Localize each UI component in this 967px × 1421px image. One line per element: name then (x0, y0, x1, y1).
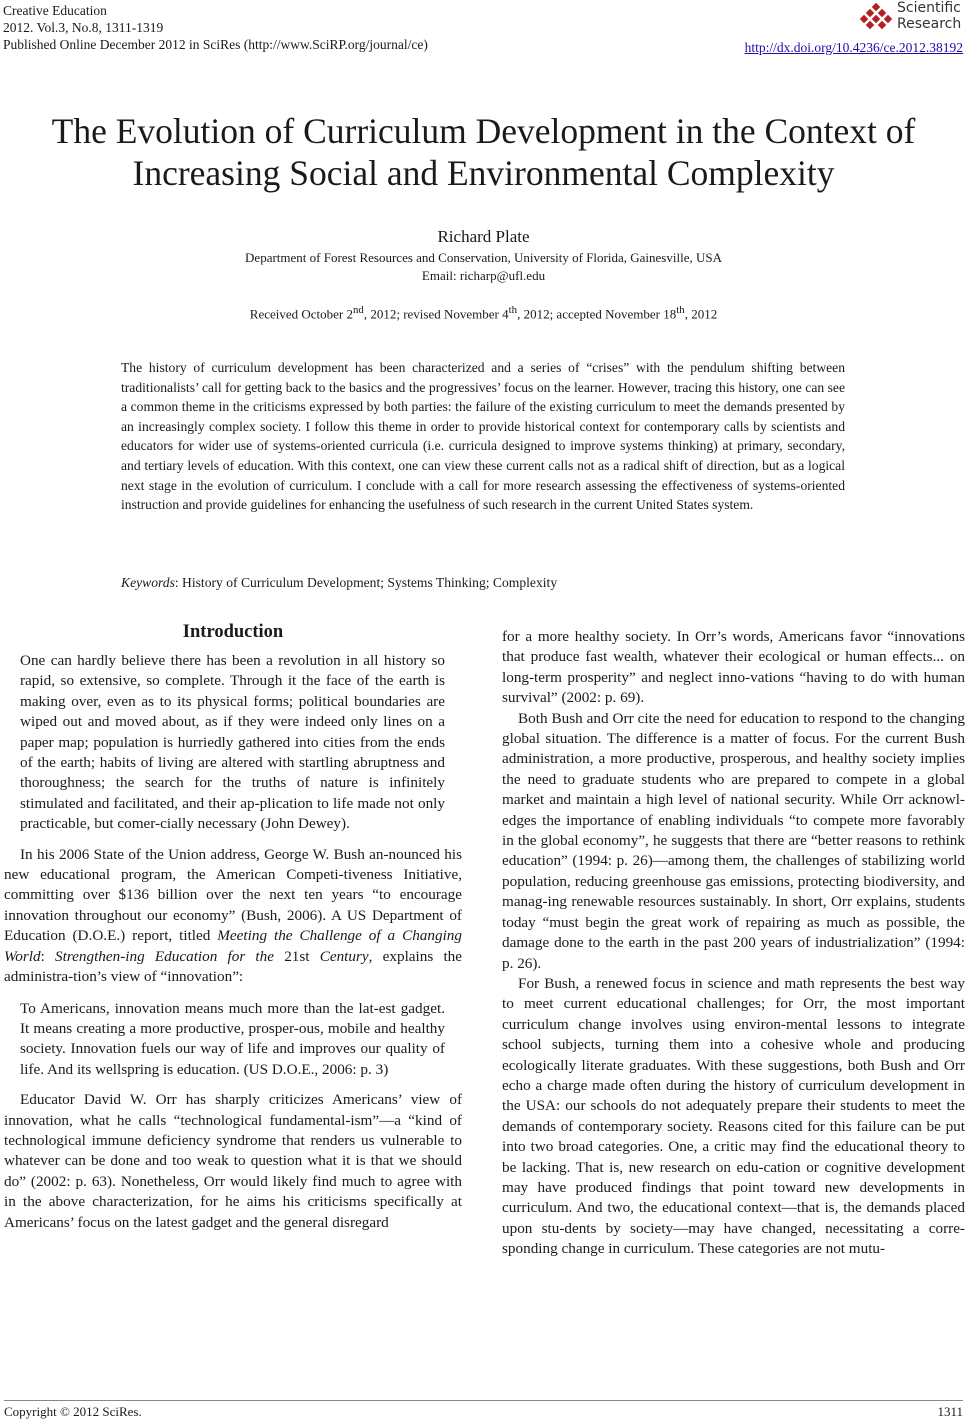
journal-header (3, 2, 428, 53)
right-paragraph-1: Both Bush and Orr cite the need for education to respond to the changing global situation. The difference is a matter of focus. For the current Bush administration, a more productive, prosperous, and healthy society implies the need to graduate students who are prepared to compete in a global market and maintain a high level of national security. While Orr acknowl-edges the importance of enabling individuals “to compete more favorably in the global economy”, he suggests that there are “better reasons to rethink education” (1994: p. 26)—among them, the challenges of stabilizing world population, reducing greenhouse gas emissions, protecting biodiversity, and manag-ing renewable resources sustainably. In short, Orr explains, students today “must begin the great work of repairing as much as possible, the damage done to the earth in the past 200 years of industrialization” (1994: p. 26). (502, 709, 965, 972)
title-line-1: The Evolution of Curriculum Development in the Context of (51, 111, 916, 151)
report-title: Century (319, 947, 369, 965)
paper-title (0, 110, 967, 194)
introduction-heading: Introduction (182, 622, 284, 642)
footer-copyright: Copyright © 2012 SciRes. (4, 1404, 142, 1419)
logo-text (897, 0, 961, 32)
text-run: In his 2006 State of the Union address, George W. Bush an-nounced his new educational program, the American Competi-tiveness Initiative, committing over $136 billion over the next ten years “to encourage innovation throughout our economy” (Bush, 2006). A US Department of Education (D.O.E.) report, titled (4, 845, 462, 945)
received-dates (0, 304, 967, 322)
right-paragraph-2: For Bush, a renewed focus in science and math represents the best way to meet current educational challenges; for Orr, the most important curriculum change involves using environ-mental lessons to integrate school subjects, turning them into a cohesive whole and producing ecologically literate graduates. With these suggestions, both Bush and Orr echo a charge made often during the history of curriculum development in the USA: our schools do not adequately prepare their students to meet the demands of contemporary society. Reasons cited for this failure can be put into two broad categories. One, a critic may find the educational theory to be lacking. That is, new research on edu-cation or cognitive development may have produced findings that point toward new developments in curriculum. And two, the educational context—that is, the demands placed upon stu-dents by society—may have changed, necessitating a corre-sponding change in curriculum. These categories are not mutu- (502, 974, 965, 1258)
published-line: Published Online December 2012 in SciRes (http://www.SciRP.org/journal/ce) (3, 37, 428, 52)
abstract: The history of curriculum development has been characterized and a series of “crises” with the pendulum shifting between traditionalists’ call for getting back to the basics and the progressives’ focus on the learner. However, tracing this history, one can see a common theme in the criticisms expressed by both parties: the failure of the existing curriculum to meet the demands presented by an increasingly complex society. I follow this theme in order to provide historical context for contemporary calls by scientists and educators for wider use of systems-oriented curricula (i.e. curricula designed to improve systems thinking) at primary, secondary, and tertiary levels of education. With this context, one can view these current calls not as a radical shift of direction, but as a logical next stage in the evolution of curriculum. I conclude with a call for more research assessing the effectiveness of systems-oriented instruction and provide guidelines for enhancing the usefulness of such research in the current United States system. (121, 360, 845, 513)
right-paragraph-0: for a more healthy society. In Orr’s words, Americans favor “innovations that produce fast wealth, whatever their ecological or human effects... on long-term prosperity” and neglect inno-vations “having to do with human survival” (2002: p. 69). (502, 628, 965, 707)
text-run: : (40, 947, 55, 965)
keywords (121, 575, 557, 591)
logo-line-1: Scientific (897, 0, 961, 16)
journal-name: Creative Education (3, 3, 107, 18)
scientific-research-diamond-logo-icon (859, 2, 893, 34)
logo-line-2: Research (897, 16, 962, 32)
journal-volume: 2012. Vol.3, No.8, 1311-1319 (3, 20, 164, 35)
report-title: Strengthen-ing Education for the (55, 947, 274, 965)
revised-part: , 2012; revised November 4 (363, 306, 509, 322)
received-part: Received October 2 (249, 306, 354, 322)
intro-paragraph-1 (4, 845, 462, 988)
keywords-label: Keywords (121, 575, 175, 590)
author-name: Richard Plate (437, 227, 530, 246)
revised-sup: th (508, 304, 518, 316)
report-title: Meeting the Challenge of a Changing World (4, 927, 462, 965)
scientific-research-logo (859, 0, 963, 36)
year-part: , 2012 (684, 306, 718, 322)
doe-quote: To Americans, innovation means much more than the lat-est gadget. It means creating a more productive, prosper-ous, mobile and healthy society. Innovation fuels our way of life and improves our quality of life. And its wellspring is education. (US D.O.E., 2006: p. 3) (20, 999, 445, 1078)
author-email: Email: richarp@ufl.edu (421, 268, 546, 283)
title-line-2: Increasing Social and Environmental Complexity (132, 153, 835, 193)
intro-paragraph-2: Educator David W. Orr has sharply criticizes Americans’ view of innovation, what he calls “technological fundamental-ism”—a “kind of technological immune deficiency syndrome that renders us vulnerable to whatever can be done and too weak to question what it is that we should do” (2002: p. 63). Nonetheless, Orr would likely find much to agree with in the above characterization, for he aims his criticisms specifically at Americans’ focus on the latest gadget and the general disregard (4, 1091, 462, 1231)
accepted-part: , 2012; accepted November 18 (517, 306, 677, 322)
accepted-sup: th (676, 304, 685, 316)
text-run: 21st (274, 947, 320, 965)
received-sup: nd (353, 304, 364, 316)
right-column (502, 627, 965, 1260)
page-number: 1311 (937, 1404, 963, 1419)
text-run: , explains the administra-tion’s view of “innovation”: (4, 947, 463, 986)
dewey-quote: One can hardly believe there has been a revolution in all history so rapid, so extensive, so complete. Through it the face of the earth is making over, even as to its physical forms; political boundaries are wiped out and moved about, as if they were indeed only lines on a paper map; population is hurriedly gathered into cities from the ends of the earth; habits of living are altered with startling abruptness and thoroughness; the search for the truths of nature is infinitely stimulated and facilitated, and their ap-plication to life made not only practicable, but comer-cially necessary (John Dewey). (20, 652, 445, 833)
keywords-text: : History of Curriculum Development; Systems Thinking; Complexity (174, 575, 558, 590)
footer-divider (4, 1400, 963, 1401)
author-affiliation: Department of Forest Resources and Conservation, University of Florida, Gainesville, USA (245, 250, 722, 265)
left-column (4, 622, 462, 1233)
doi-link[interactable]: http://dx.doi.org/10.4236/ce.2012.38192 (744, 40, 963, 55)
